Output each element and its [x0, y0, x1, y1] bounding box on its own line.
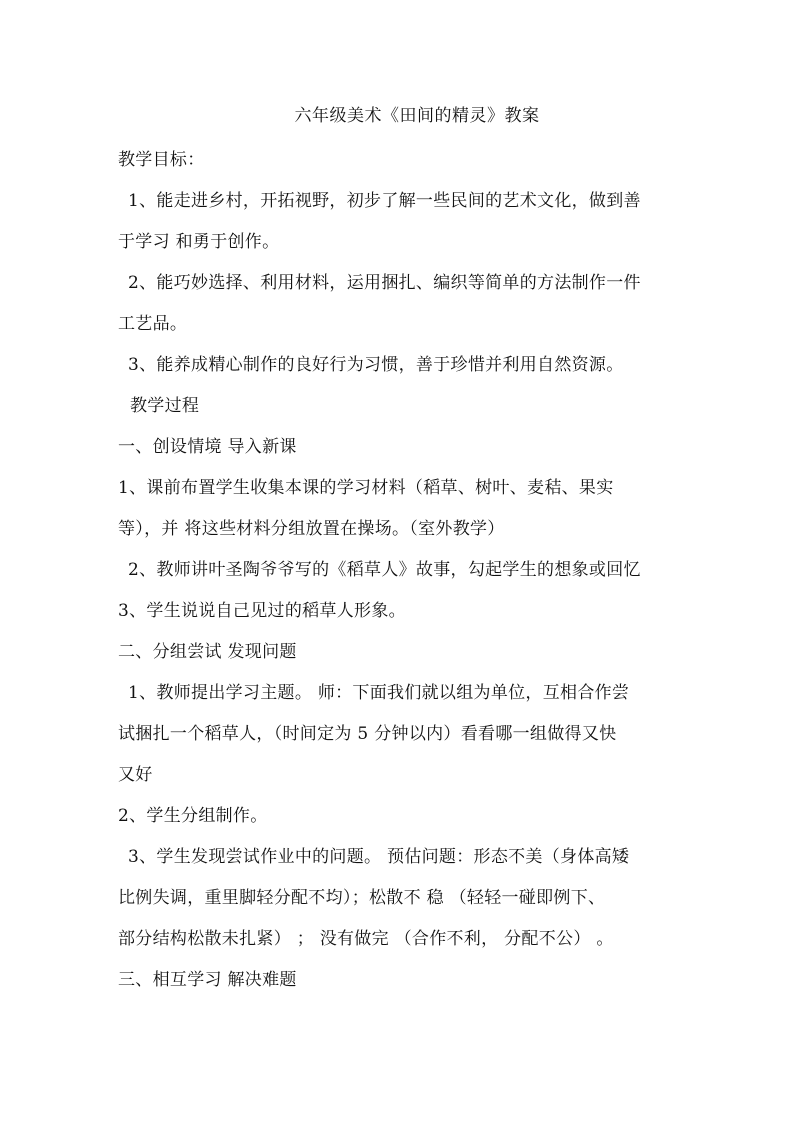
- text-line: 3、能养成精心制作的良好行为习惯，善于珍惜并利用自然资源。: [128, 355, 624, 375]
- text-line: 等），并 将这些材料分组放置在操场。（室外教学）: [118, 519, 505, 539]
- text-line: 一、创设情境 导入新课: [118, 437, 297, 457]
- text-line: 部分结构松散未扎紧） ； 没有做完 （合作不利， 分配不公） 。: [118, 929, 614, 949]
- text-line: 试捆扎一个稻草人，（时间定为 5 分钟以内）看看哪一组做得又快: [118, 724, 617, 744]
- text-line: 教学过程: [130, 396, 200, 416]
- text-line: 3、学生发现尝试作业中的问题。 预估问题：形态不美（身体高矮: [128, 847, 630, 867]
- text-line: 1、教师提出学习主题。 师：下面我们就以组为单位，互相合作尝: [128, 683, 630, 703]
- text-line: 2、教师讲叶圣陶爷爷写的《稻草人》故事，勾起学生的想象或回忆: [128, 560, 641, 580]
- text-line: 工艺品。: [118, 314, 188, 334]
- document-title: 六年级美术《田间的精灵》教案: [294, 106, 540, 126]
- text-line: 比例失调，重里脚轻分配不均）；松散不 稳 （轻轻一碰即例下、: [118, 888, 606, 908]
- text-line: 2、能巧妙选择、利用材料，运用捆扎、编织等简单的方法制作一件: [128, 273, 641, 293]
- text-line: 又好: [118, 765, 153, 785]
- text-line: 2、学生分组制作。: [118, 806, 268, 826]
- text-line: 二、分组尝试 发现问题: [118, 642, 297, 662]
- text-line: 1、课前布置学生收集本课的学习材料（稻草、树叶、麦秸、果实: [118, 478, 614, 498]
- text-line: 3、学生说说自己见过的稻草人形象。: [118, 601, 406, 621]
- text-line: 三、相互学习 解决难题: [118, 970, 297, 990]
- text-line: 于学习 和勇于创作。: [118, 232, 280, 252]
- text-line: 1、能走进乡村，开拓视野，初步了解一些民间的艺术文化，做到善: [128, 191, 641, 211]
- document-body: [118, 148, 688, 1009]
- text-line: 教学目标：: [118, 150, 205, 170]
